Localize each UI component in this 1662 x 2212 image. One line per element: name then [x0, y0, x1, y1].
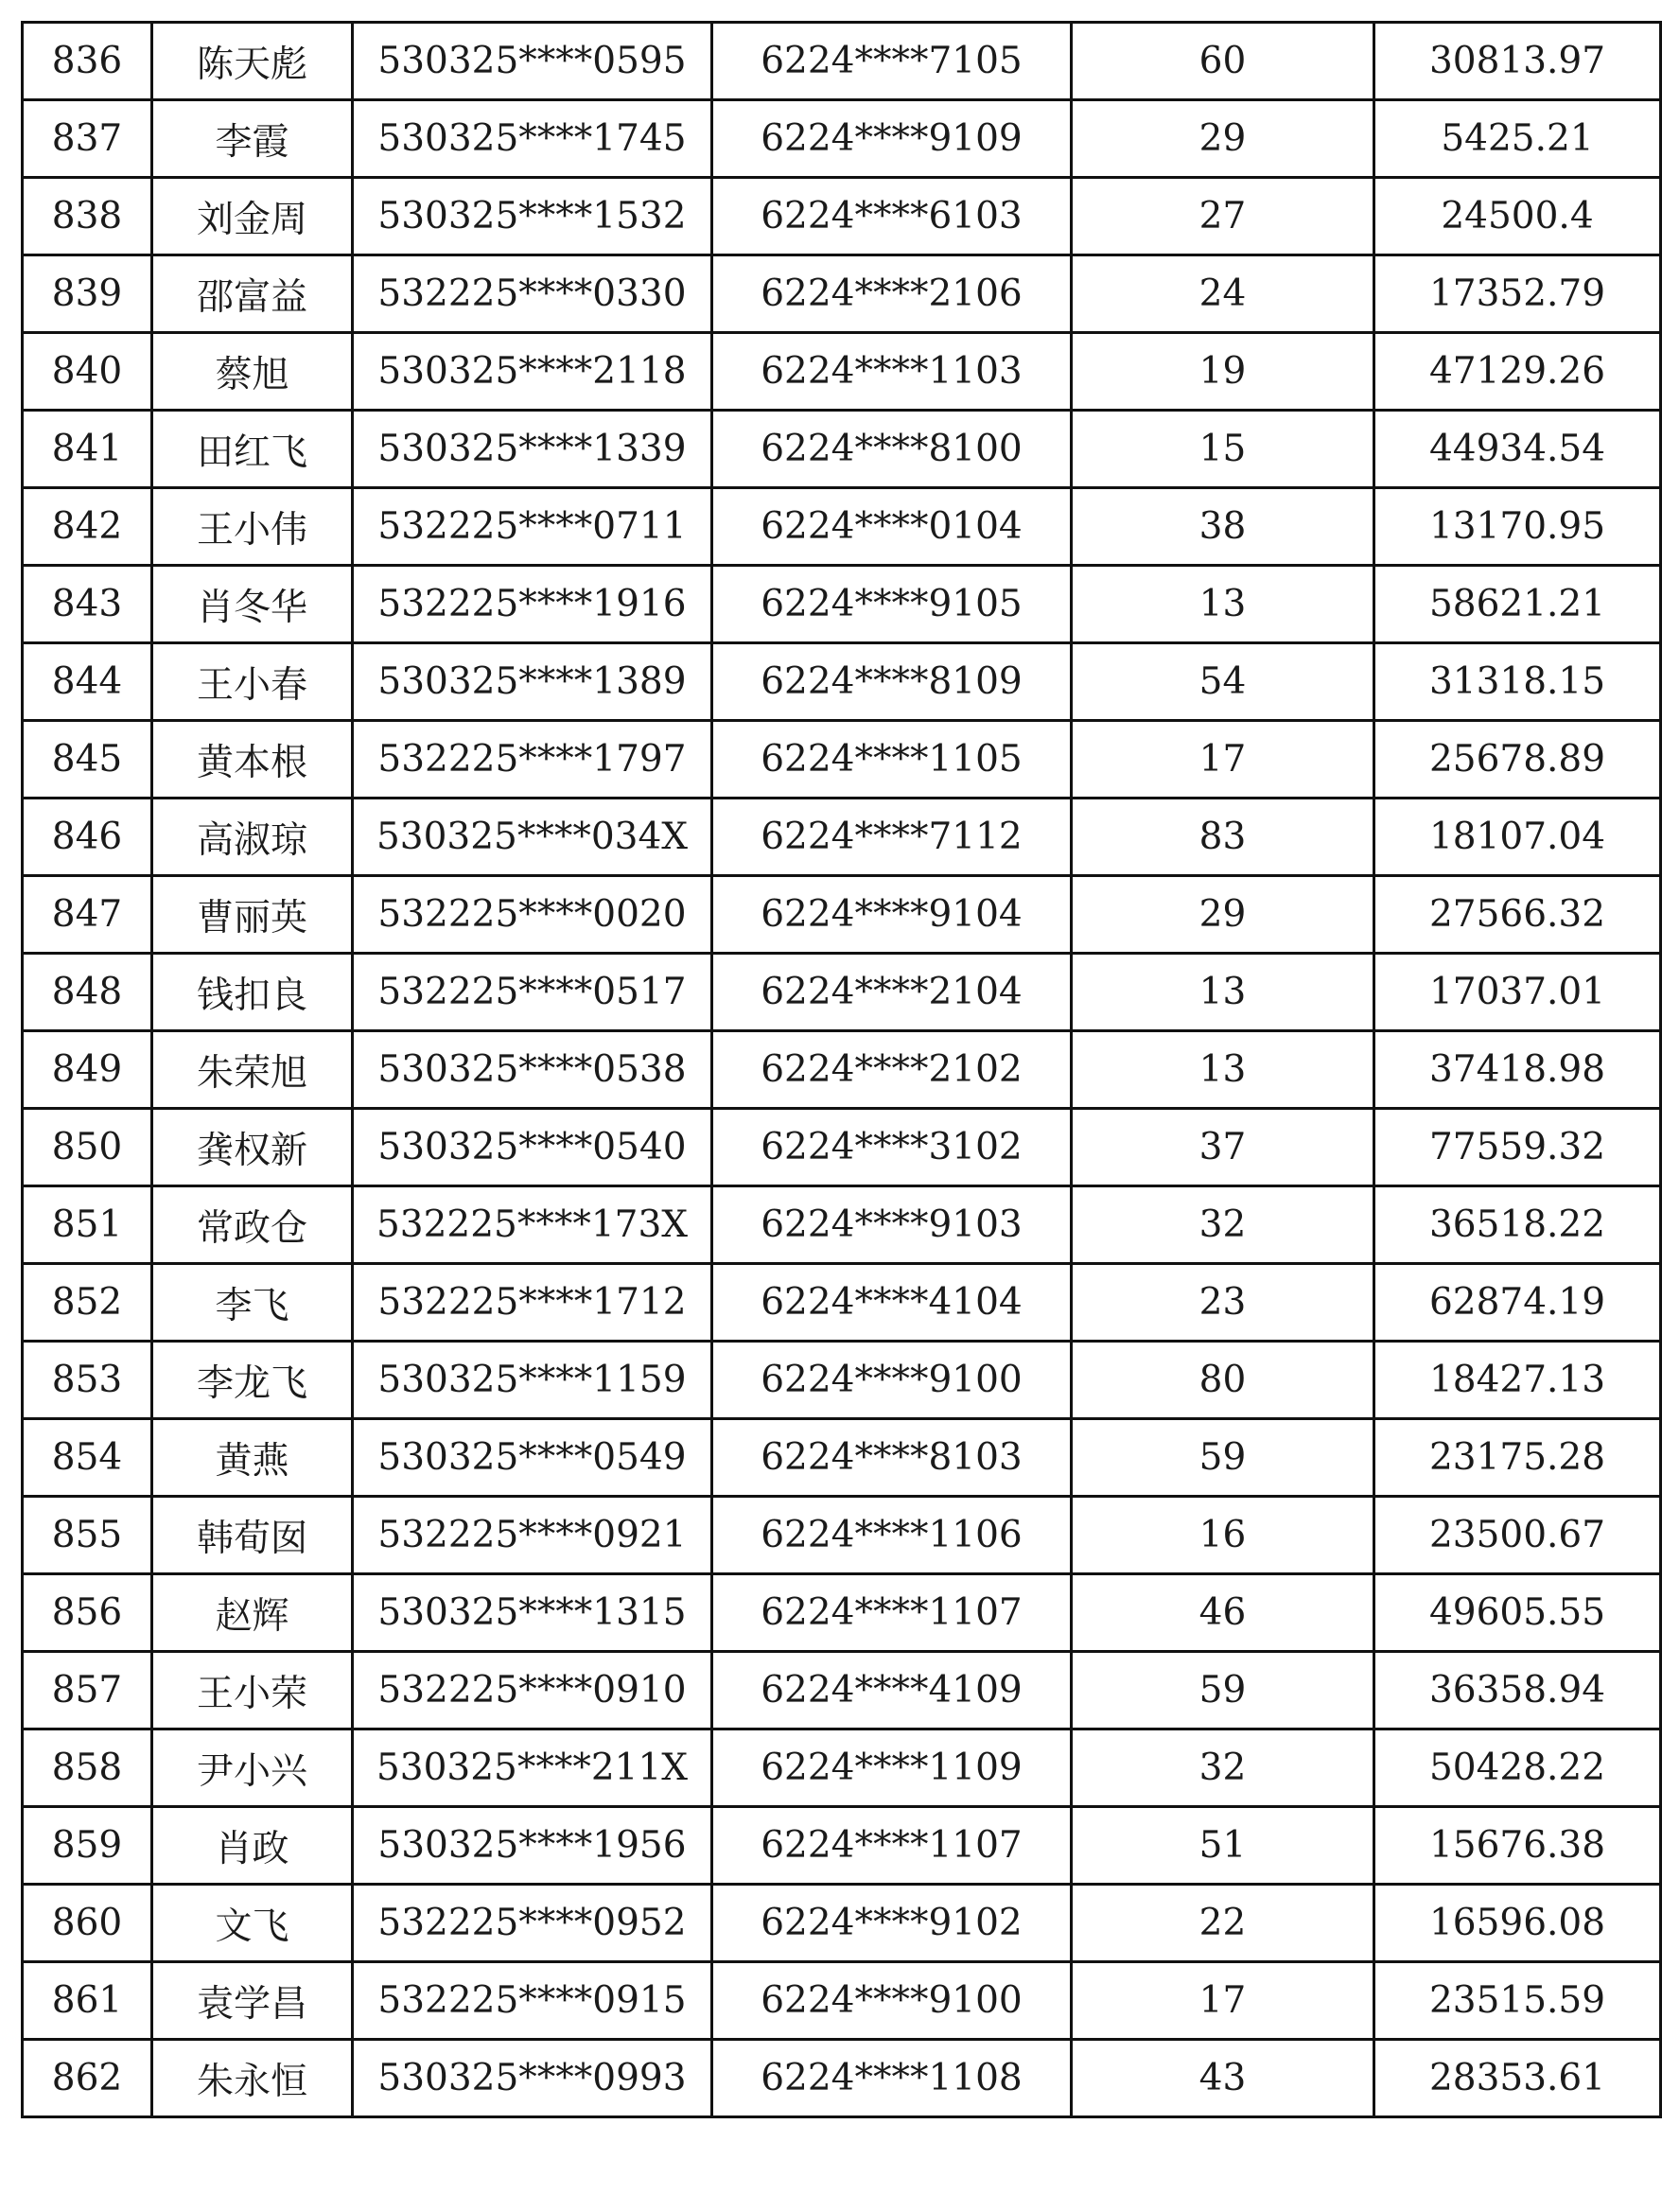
amount-cell: 23515.59	[1374, 1962, 1661, 2040]
count-cell: 51	[1072, 1807, 1374, 1885]
table-row	[23, 1729, 1661, 1807]
count-cell: 60	[1072, 23, 1374, 100]
id-number-cell: 532225****0915	[353, 1962, 712, 2040]
name-cell: 钱扣良	[152, 954, 353, 1031]
amount-cell: 77559.32	[1374, 1109, 1661, 1186]
amount-cell: 44934.54	[1374, 411, 1661, 488]
bank-card-cell: 6224****7105	[712, 23, 1072, 100]
bank-card-cell: 6224****2106	[712, 255, 1072, 333]
id-number-cell: 530325****0595	[353, 23, 712, 100]
amount-cell: 23500.67	[1374, 1497, 1661, 1574]
table-row	[23, 643, 1661, 721]
name-cell: 蔡旭	[152, 333, 353, 411]
name-cell: 韩荀囡	[152, 1497, 353, 1574]
amount-cell: 25678.89	[1374, 721, 1661, 799]
table-row	[23, 954, 1661, 1031]
amount-cell: 23175.28	[1374, 1419, 1661, 1497]
name-cell: 李飞	[152, 1264, 353, 1342]
amount-cell: 13170.95	[1374, 488, 1661, 566]
amount-cell: 62874.19	[1374, 1264, 1661, 1342]
bank-card-cell: 6224****0104	[712, 488, 1072, 566]
bank-card-cell: 6224****2104	[712, 954, 1072, 1031]
id-number-cell: 532225****1712	[353, 1264, 712, 1342]
count-cell: 13	[1072, 1031, 1374, 1109]
bank-card-cell: 6224****1109	[712, 1729, 1072, 1807]
id-number-cell: 530325****0540	[353, 1109, 712, 1186]
document-page	[21, 21, 1662, 2118]
table-row	[23, 411, 1661, 488]
amount-cell: 5425.21	[1374, 100, 1661, 178]
table-row	[23, 1885, 1661, 1962]
amount-cell: 36358.94	[1374, 1652, 1661, 1729]
amount-cell: 15676.38	[1374, 1807, 1661, 1885]
table-row	[23, 1186, 1661, 1264]
name-cell: 黄燕	[152, 1419, 353, 1497]
id-number-cell: 530325****1159	[353, 1342, 712, 1419]
name-cell: 文飞	[152, 1885, 353, 1962]
table-row	[23, 255, 1661, 333]
id-number-cell: 532225****0517	[353, 954, 712, 1031]
table-row	[23, 1807, 1661, 1885]
id-number-cell: 530325****211X	[353, 1729, 712, 1807]
amount-cell: 50428.22	[1374, 1729, 1661, 1807]
row-number-cell: 858	[23, 1729, 152, 1807]
bank-card-cell: 6224****9104	[712, 876, 1072, 954]
bank-card-cell: 6224****1107	[712, 1574, 1072, 1652]
name-cell: 赵辉	[152, 1574, 353, 1652]
table-row	[23, 1031, 1661, 1109]
name-cell: 陈天彪	[152, 23, 353, 100]
id-number-cell: 530325****0538	[353, 1031, 712, 1109]
row-number-cell: 848	[23, 954, 152, 1031]
count-cell: 23	[1072, 1264, 1374, 1342]
id-number-cell: 530325****1745	[353, 100, 712, 178]
amount-cell: 28353.61	[1374, 2040, 1661, 2117]
row-number-cell: 849	[23, 1031, 152, 1109]
name-cell: 朱荣旭	[152, 1031, 353, 1109]
bank-card-cell: 6224****1106	[712, 1497, 1072, 1574]
count-cell: 83	[1072, 799, 1374, 876]
name-cell: 黄本根	[152, 721, 353, 799]
count-cell: 13	[1072, 566, 1374, 643]
name-cell: 邵富益	[152, 255, 353, 333]
id-number-cell: 532225****173X	[353, 1186, 712, 1264]
amount-cell: 30813.97	[1374, 23, 1661, 100]
amount-cell: 27566.32	[1374, 876, 1661, 954]
table-row	[23, 1264, 1661, 1342]
id-number-cell: 530325****1532	[353, 178, 712, 255]
row-number-cell: 850	[23, 1109, 152, 1186]
amount-cell: 17352.79	[1374, 255, 1661, 333]
row-number-cell: 847	[23, 876, 152, 954]
id-number-cell: 532225****1797	[353, 721, 712, 799]
name-cell: 龚权新	[152, 1109, 353, 1186]
amount-cell: 18107.04	[1374, 799, 1661, 876]
bank-card-cell: 6224****9100	[712, 1962, 1072, 2040]
id-number-cell: 530325****034X	[353, 799, 712, 876]
name-cell: 常政仓	[152, 1186, 353, 1264]
name-cell: 王小春	[152, 643, 353, 721]
bank-card-cell: 6224****1103	[712, 333, 1072, 411]
name-cell: 朱永恒	[152, 2040, 353, 2117]
count-cell: 15	[1072, 411, 1374, 488]
bank-card-cell: 6224****9103	[712, 1186, 1072, 1264]
table-row	[23, 333, 1661, 411]
count-cell: 80	[1072, 1342, 1374, 1419]
name-cell: 尹小兴	[152, 1729, 353, 1807]
id-number-cell: 530325****1315	[353, 1574, 712, 1652]
name-cell: 刘金周	[152, 178, 353, 255]
bank-card-cell: 6224****2102	[712, 1031, 1072, 1109]
count-cell: 29	[1072, 876, 1374, 954]
name-cell: 王小荣	[152, 1652, 353, 1729]
count-cell: 13	[1072, 954, 1374, 1031]
count-cell: 19	[1072, 333, 1374, 411]
bank-card-cell: 6224****8100	[712, 411, 1072, 488]
bank-card-cell: 6224****8109	[712, 643, 1072, 721]
id-number-cell: 532225****0952	[353, 1885, 712, 1962]
amount-cell: 24500.4	[1374, 178, 1661, 255]
table-row	[23, 1497, 1661, 1574]
count-cell: 24	[1072, 255, 1374, 333]
table-row	[23, 1652, 1661, 1729]
name-cell: 李龙飞	[152, 1342, 353, 1419]
id-number-cell: 532225****0020	[353, 876, 712, 954]
row-number-cell: 840	[23, 333, 152, 411]
amount-cell: 37418.98	[1374, 1031, 1661, 1109]
row-number-cell: 851	[23, 1186, 152, 1264]
id-number-cell: 530325****1339	[353, 411, 712, 488]
name-cell: 李霞	[152, 100, 353, 178]
name-cell: 曹丽英	[152, 876, 353, 954]
table-row	[23, 566, 1661, 643]
count-cell: 32	[1072, 1186, 1374, 1264]
row-number-cell: 861	[23, 1962, 152, 2040]
amount-cell: 58621.21	[1374, 566, 1661, 643]
table-row	[23, 1574, 1661, 1652]
amount-cell: 47129.26	[1374, 333, 1661, 411]
id-number-cell: 530325****0993	[353, 2040, 712, 2117]
table-row	[23, 1419, 1661, 1497]
bank-card-cell: 6224****4109	[712, 1652, 1072, 1729]
id-number-cell: 530325****1389	[353, 643, 712, 721]
name-cell: 高淑琼	[152, 799, 353, 876]
table-row	[23, 876, 1661, 954]
row-number-cell: 859	[23, 1807, 152, 1885]
name-cell: 田红飞	[152, 411, 353, 488]
bank-card-cell: 6224****9102	[712, 1885, 1072, 1962]
row-number-cell: 839	[23, 255, 152, 333]
row-number-cell: 842	[23, 488, 152, 566]
row-number-cell: 841	[23, 411, 152, 488]
name-cell: 肖政	[152, 1807, 353, 1885]
row-number-cell: 853	[23, 1342, 152, 1419]
row-number-cell: 854	[23, 1419, 152, 1497]
row-number-cell: 857	[23, 1652, 152, 1729]
records-table	[21, 21, 1662, 2118]
row-number-cell: 855	[23, 1497, 152, 1574]
count-cell: 37	[1072, 1109, 1374, 1186]
amount-cell: 17037.01	[1374, 954, 1661, 1031]
amount-cell: 16596.08	[1374, 1885, 1661, 1962]
count-cell: 43	[1072, 2040, 1374, 2117]
row-number-cell: 845	[23, 721, 152, 799]
name-cell: 王小伟	[152, 488, 353, 566]
name-cell: 肖冬华	[152, 566, 353, 643]
bank-card-cell: 6224****1105	[712, 721, 1072, 799]
count-cell: 17	[1072, 1962, 1374, 2040]
id-number-cell: 532225****0330	[353, 255, 712, 333]
bank-card-cell: 6224****9100	[712, 1342, 1072, 1419]
id-number-cell: 532225****0711	[353, 488, 712, 566]
count-cell: 59	[1072, 1419, 1374, 1497]
row-number-cell: 856	[23, 1574, 152, 1652]
bank-card-cell: 6224****9109	[712, 100, 1072, 178]
id-number-cell: 530325****1956	[353, 1807, 712, 1885]
count-cell: 16	[1072, 1497, 1374, 1574]
bank-card-cell: 6224****8103	[712, 1419, 1072, 1497]
row-number-cell: 836	[23, 23, 152, 100]
bank-card-cell: 6224****9105	[712, 566, 1072, 643]
row-number-cell: 846	[23, 799, 152, 876]
bank-card-cell: 6224****1107	[712, 1807, 1072, 1885]
count-cell: 54	[1072, 643, 1374, 721]
table-row	[23, 100, 1661, 178]
bank-card-cell: 6224****4104	[712, 1264, 1072, 1342]
amount-cell: 31318.15	[1374, 643, 1661, 721]
table-row	[23, 488, 1661, 566]
count-cell: 17	[1072, 721, 1374, 799]
count-cell: 22	[1072, 1885, 1374, 1962]
count-cell: 59	[1072, 1652, 1374, 1729]
table-row	[23, 23, 1661, 100]
table-row	[23, 799, 1661, 876]
amount-cell: 49605.55	[1374, 1574, 1661, 1652]
table-row	[23, 1342, 1661, 1419]
bank-card-cell: 6224****3102	[712, 1109, 1072, 1186]
table-row	[23, 1109, 1661, 1186]
row-number-cell: 860	[23, 1885, 152, 1962]
count-cell: 27	[1072, 178, 1374, 255]
name-cell: 袁学昌	[152, 1962, 353, 2040]
count-cell: 46	[1072, 1574, 1374, 1652]
count-cell: 32	[1072, 1729, 1374, 1807]
row-number-cell: 862	[23, 2040, 152, 2117]
id-number-cell: 532225****0910	[353, 1652, 712, 1729]
count-cell: 29	[1072, 100, 1374, 178]
id-number-cell: 530325****0549	[353, 1419, 712, 1497]
table-row	[23, 721, 1661, 799]
bank-card-cell: 6224****6103	[712, 178, 1072, 255]
amount-cell: 18427.13	[1374, 1342, 1661, 1419]
bank-card-cell: 6224****1108	[712, 2040, 1072, 2117]
count-cell: 38	[1072, 488, 1374, 566]
row-number-cell: 838	[23, 178, 152, 255]
row-number-cell: 843	[23, 566, 152, 643]
table-row	[23, 2040, 1661, 2117]
id-number-cell: 532225****0921	[353, 1497, 712, 1574]
bank-card-cell: 6224****7112	[712, 799, 1072, 876]
table-row	[23, 1962, 1661, 2040]
row-number-cell: 837	[23, 100, 152, 178]
row-number-cell: 852	[23, 1264, 152, 1342]
table-body	[23, 23, 1661, 2117]
id-number-cell: 532225****1916	[353, 566, 712, 643]
table-row	[23, 178, 1661, 255]
id-number-cell: 530325****2118	[353, 333, 712, 411]
amount-cell: 36518.22	[1374, 1186, 1661, 1264]
row-number-cell: 844	[23, 643, 152, 721]
